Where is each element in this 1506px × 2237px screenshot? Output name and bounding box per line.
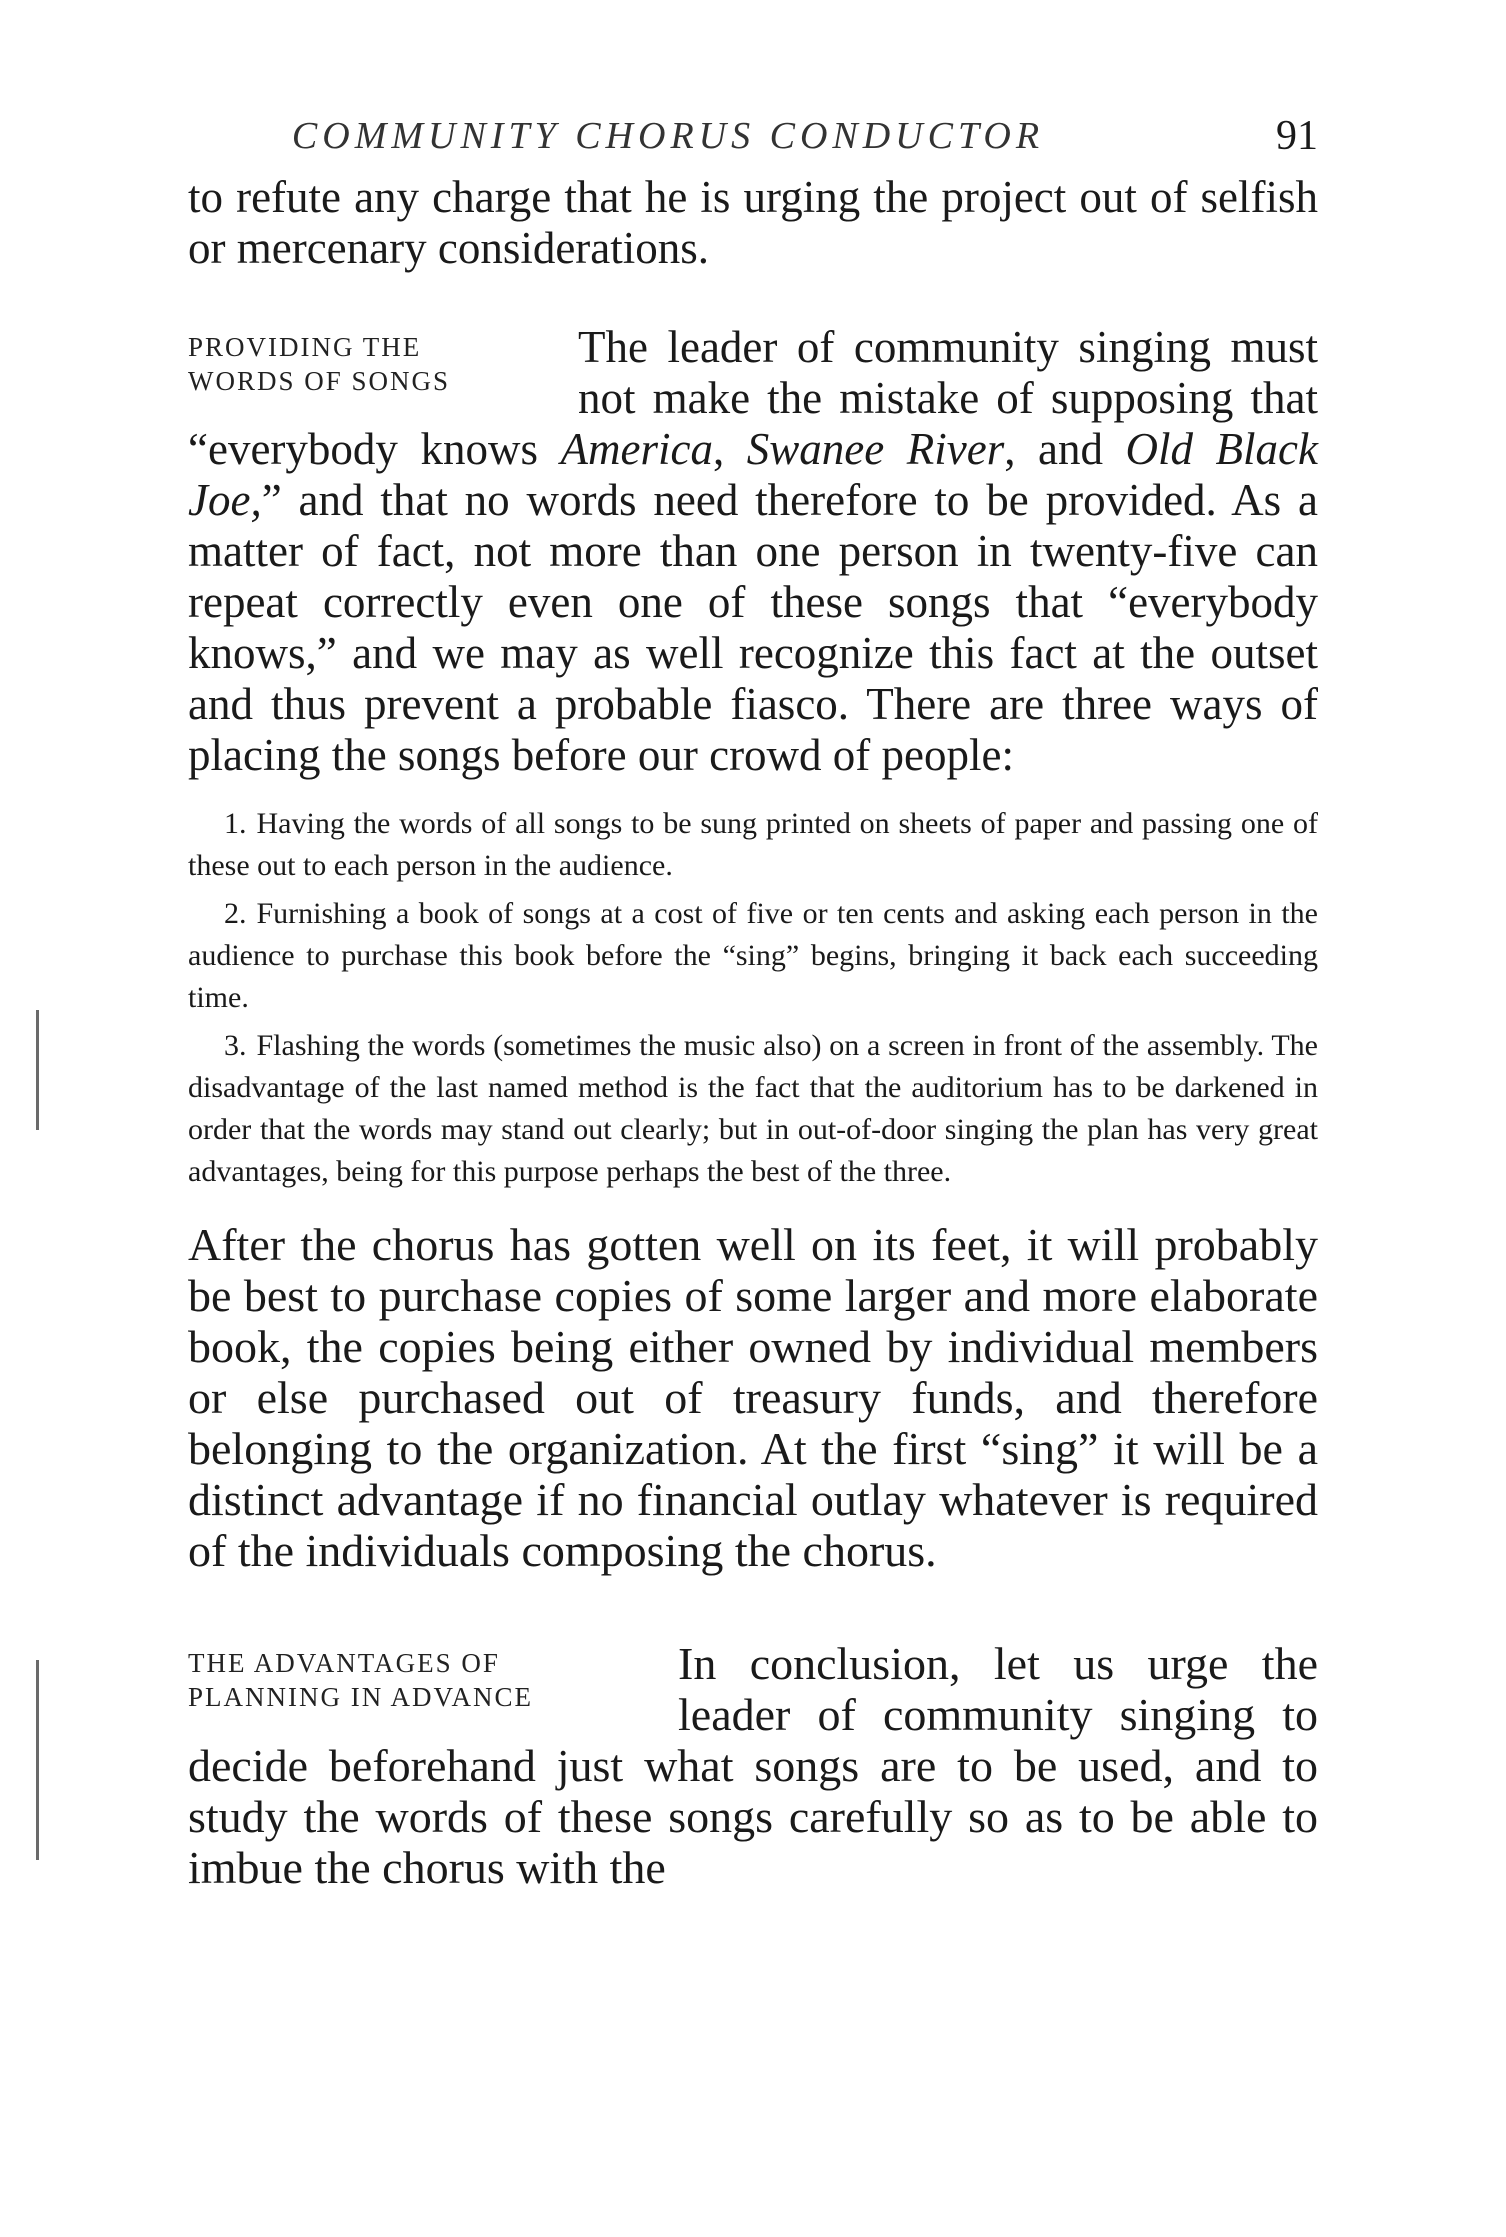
song-title: Swanee River: [746, 424, 1005, 474]
item-text: Furnishing a book of songs at a cost of five or ten cents and asking each person in the audience to purchase this book before the “sing” begins, bringing it back each succeeding time.: [188, 897, 1318, 1014]
item-text: Having the words of all songs to be sung printed on sheets of paper and passing one of these out to each person in the audience.: [188, 807, 1318, 882]
item-number: 2.: [224, 897, 247, 930]
text-run: , and: [1004, 424, 1126, 474]
sidenote-line: WORDS OF SONGS: [188, 366, 451, 396]
section-planning: [188, 1638, 1318, 1893]
running-title: COMMUNITY CHORUS CONDUCTOR: [291, 115, 1045, 157]
sidenote-providing-words: [188, 330, 548, 398]
item-number: 3.: [224, 1029, 247, 1062]
item-text: Flashing the words (sometimes the music also) on a screen in front of the assembly. The disadvantage of the last named method is the fact that the auditorium has to be darkened in order that the words may stand out clearly; but in out-of-door singing the plan has very great advantages, being for this purpose perhaps the best of the three.: [188, 1029, 1318, 1188]
text-run: ,: [712, 424, 747, 474]
item-number: 1.: [224, 807, 247, 840]
text-run: ” and that no words need therefore to be provided. As a matter of fact, not more than one person in twenty-five can repeat correctly even one of these songs that “everybody knows,” and we may as well recognize this fact at the outset and thus prevent a probable fiasco. There are three ways of placing the songs before our crowd of people:: [188, 475, 1318, 780]
continued-paragraph: to refute any charge that he is urging the project out of selfish or mercenary considerations.: [188, 172, 1318, 273]
margin-rule: [36, 1010, 39, 1130]
sidenote-line: PROVIDING THE: [188, 332, 422, 362]
list-item: [188, 803, 1318, 887]
list-item: [188, 893, 1318, 1019]
sidenote-line: PLANNING IN ADVANCE: [188, 1682, 534, 1712]
list-item: [188, 1025, 1318, 1193]
sidenote-planning: [188, 1646, 658, 1714]
methods-list: [188, 803, 1318, 1193]
song-title: America: [560, 424, 713, 474]
text-run: The leader of community singing must not make the mistake of supposing that “everybody knows: [188, 322, 1318, 474]
paragraph-after-list: After the chorus has gotten well on its feet, it will probably be best to purchase copies of some larger and more elaborate book, the copies being either owned by individual members or else purchased out of treasury funds, and therefore belonging to the organization. At the first “sing” it will be a distinct advantage if no financial outlay whatever is required of the individuals composing the chorus.: [188, 1219, 1318, 1576]
sidenote-line: THE ADVANTAGES OF: [188, 1648, 500, 1678]
section-providing-words: [188, 322, 1318, 781]
running-head: [188, 100, 1318, 172]
book-page: [188, 100, 1318, 1893]
section-paragraph: In conclusion, let us urge the leader of community singing to decide beforehand just what songs are to be used, and to study the words of these songs carefully so as to be able to imbue the chorus with the: [188, 1638, 1318, 1893]
margin-rule: [36, 1660, 39, 1860]
song-title: Old Black Joe,: [188, 424, 1318, 525]
page-number: 91: [1276, 113, 1318, 159]
